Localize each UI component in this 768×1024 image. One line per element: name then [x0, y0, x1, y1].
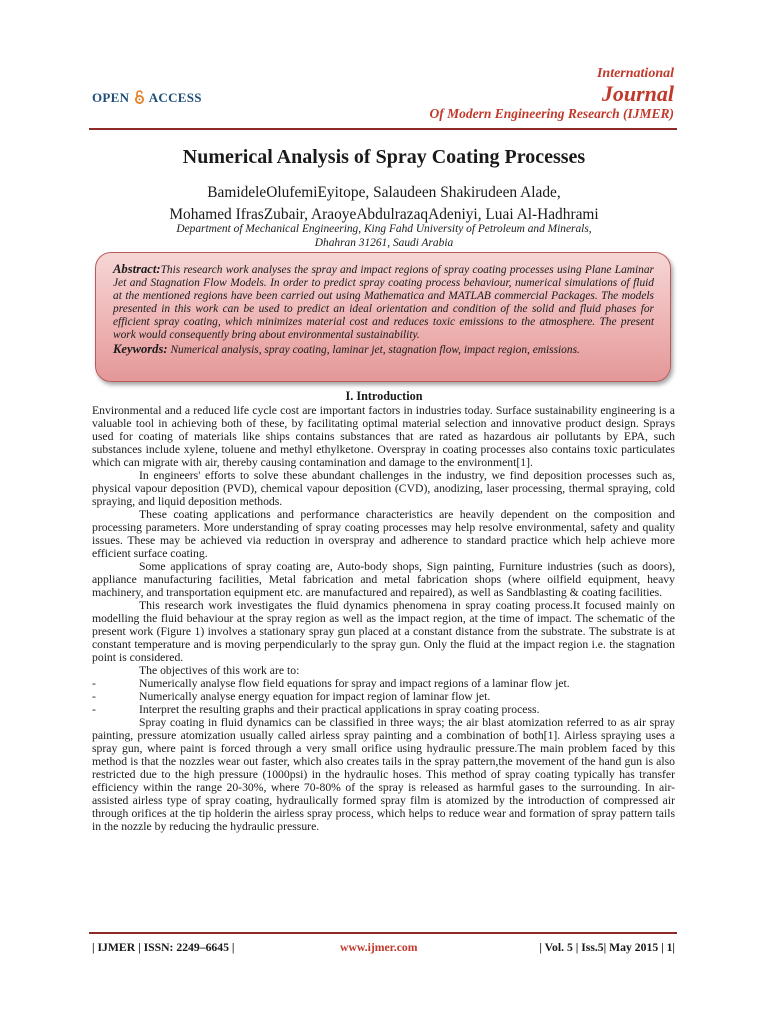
paragraph-1: Environmental and a reduced life cycle cost are important factors in industries today. Surface sustainability engineering is a valuable tool in achieving both of these, by facilitating optimal material selection and innovative product design. Sprays used for coating of materials like ships contains substances that are rated as hazardous air pollutants by EPA, such substances include xylene, toluene and methyl ethylketone. Overspray in coating processes also contains toxic particulates which can migrate with air, thereby causing contamination and damage to the environment[1].	[92, 404, 675, 469]
body-text	[92, 404, 675, 833]
list-item-text: Interpret the resulting graphs and their practical applications in spray coating process.	[139, 703, 540, 716]
list-item	[92, 703, 675, 716]
journal-line-name: Of Modern Engineering Research (IJMER)	[429, 106, 674, 121]
bullet-mark: -	[92, 703, 96, 716]
paper-title: Numerical Analysis of Spray Coating Processes	[182, 146, 586, 168]
open-access-logo	[92, 90, 202, 106]
footer-volume: | Vol. 5 | Iss.5| May 2015 | 1|	[539, 941, 675, 954]
authors-line-2: Mohamed IfrasZubair, AraoyeAbdulrazaqAdeniyi, Luai Al-Hadhrami	[169, 206, 599, 223]
open-lock-icon	[134, 90, 145, 104]
keywords-text: Numerical analysis, spray coating, laminar jet, stagnation flow, impact region, emissions.	[170, 344, 580, 357]
paragraph-6: The objectives of this work are to:	[139, 664, 300, 677]
footer-website-link[interactable]: www.ijmer.com	[340, 941, 418, 954]
list-item-text: Numerically analyse flow field equations for spray and impact regions of a laminar flow jet.	[139, 677, 570, 690]
list-item-text: Numerically analyse energy equation for impact region of laminar flow jet.	[139, 690, 491, 703]
open-access-right: ACCESS	[148, 90, 202, 105]
section-heading-introduction: I. Introduction	[345, 389, 423, 403]
paragraph-2: In engineers' efforts to solve these abundant challenges in the industry, we find deposition processes such as, physical vapour deposition (PVD), chemical vapour deposition (CVD), anodizing, laser processing, thermal spraying, cold spraying, and liquid deposition methods.	[92, 469, 675, 508]
page-footer	[92, 941, 675, 954]
journal-line-journal: Journal	[601, 81, 674, 106]
affiliation-line-1: Department of Mechanical Engineering, King Fahd University of Petroleum and Minerals,	[176, 223, 592, 235]
header-divider	[89, 128, 677, 130]
paragraph-5: This research work investigates the fluid dynamics phenomena in spray coating process.It focused mainly on modelling the fluid behaviour at the spray region as well as the impact region, at the time of impact. The schematic of the present work (Figure 1) involves a stationary spray gun placed at a constant distance from the substrate. The substrate is at constant temperature and is moving perpendicularly to the spray gun. Only the fluid at the impact region i.e. the stagnation point is considered.	[92, 599, 675, 664]
keywords-paragraph	[113, 343, 654, 357]
paragraph-4: Some applications of spray coating are, Auto-body shops, Sign painting, Furniture industries (such as doors), appliance manufacturing facilities, Metal fabrication and metal fabrication shops (where oilfield equipment, heavy machinery, and transportation equipment etc. are manufactured and repaired), as well as Sandblasting & coating facilities.	[92, 560, 675, 599]
abstract-paragraph	[113, 263, 654, 341]
author-list	[0, 182, 768, 226]
open-access-left: OPEN	[92, 90, 130, 105]
abstract-text: This research work analyses the spray and impact regions of spray coating processes using Plane Laminar Jet and Stagnation Flow Models. In order to predict spray coating process behaviour, numerical simulations of fluid at the mentioned regions have been carried out using Mathematica and MATLAB commercial Packages. The models presented in this work can be used to predict an ideal orientation and condition of the solid and fluid phases for efficient spray coating, which minimizes material cost and reduces toxic emissions to the atmosphere. The present work would consequently bring about environmental sustainability.	[113, 264, 654, 341]
footer-divider	[89, 932, 677, 934]
list-item	[92, 677, 675, 690]
affiliation	[0, 222, 768, 250]
keywords-label: Keywords:	[113, 342, 168, 357]
footer-issn: | IJMER | ISSN: 2249–6645 |	[92, 941, 235, 954]
journal-masthead	[429, 66, 674, 122]
authors-line-1: BamideleOlufemiEyitope, Salaudeen Shakirudeen Alade,	[207, 184, 561, 201]
journal-line-international: International	[596, 66, 674, 81]
bullet-mark: -	[92, 690, 96, 703]
abstract-box	[95, 252, 671, 382]
paragraph-3: These coating applications and performance characteristics are heavily dependent on the composition and processing parameters. More understanding of spray coating processes may help resolve environmental, safety and quality issues. These may be achieved via reduction in overspray and adherence to standard practice which help achieve more efficient surface coating.	[92, 508, 675, 560]
bullet-mark: -	[92, 677, 96, 690]
list-item	[92, 690, 675, 703]
paragraph-7: Spray coating in fluid dynamics can be classified in three ways; the air blast atomization referred to as air spray painting, pressure atomization usually called airless spray painting and a combination of both[1]. Airless spraying uses a spray gun, where paint is forced through a very small orifice using hydraulic pressure.The main problem faced by this method is that the nozzles wear out faster, which also creates tails in the spray pattern,the movement of the hand gun is also restricted due to the high pressure (1000psi) in the hydraulic hoses. This method of spray coating typically has transfer efficiency within the range 20-30%, where 70-80% of the spray is released as harmful gases to the surrounding. In air-assisted airless type of spray coating, hydraulically formed spray film is atomized by the introduction of compressed air through orifices at the tip holderin the airless spray process, which helps to reduce wear and formation of spray pattern tails in the nozzle by reducing the hydraulic pressure.	[92, 716, 675, 833]
abstract-label: Abstract:	[113, 262, 161, 276]
affiliation-line-2: Dhahran 31261, Saudi Arabia	[314, 237, 454, 249]
